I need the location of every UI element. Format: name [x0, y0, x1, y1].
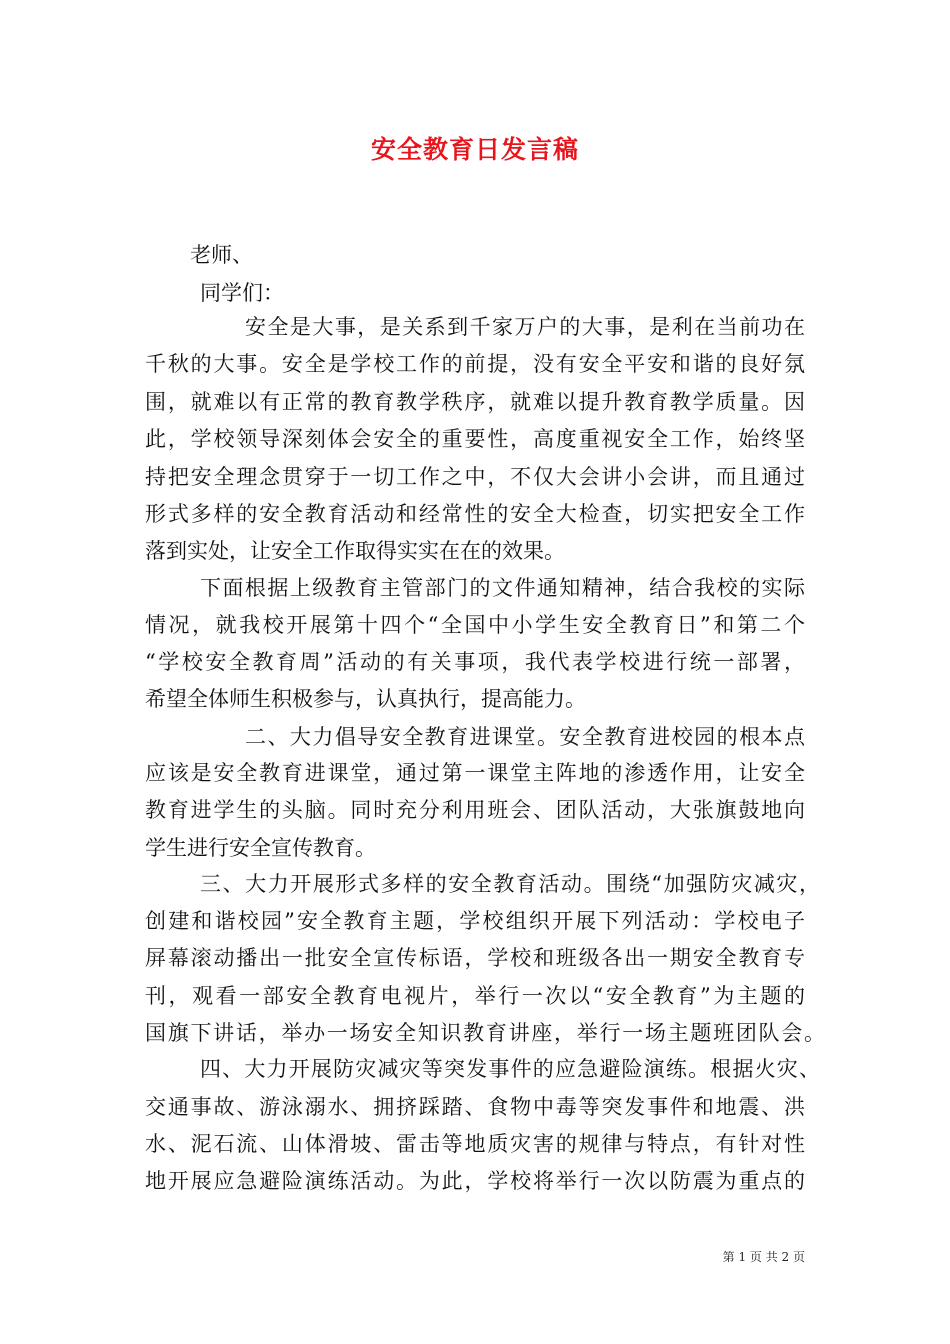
- text-line: 安全是大事，是关系到千家万户的大事，是利在当前功在: [245, 315, 805, 339]
- text-line: 水、泥石流、山体滑坡、雷击等地质灾害的规律与特点，有针对性: [145, 1132, 805, 1156]
- text-line: 希望全体师生积极参与，认真执行，提高能力。: [145, 687, 586, 711]
- text-line: 交通事故、游泳溺水、拥挤踩踏、食物中毒等突发事件和地震、洪: [145, 1095, 805, 1119]
- document-title: 安全教育日发言稿: [370, 135, 579, 164]
- text-line: 创建和谐校园”安全教育主题，学校组织开展下列活动：学校电子: [145, 909, 805, 933]
- text-line: 情况，就我校开展第十四个“全国中小学生安全教育日”和第二个: [145, 613, 805, 637]
- text-line: 教育进学生的头脑。同时充分利用班会、团队活动，大张旗鼓地向: [145, 798, 805, 822]
- text-line: 此，学校领导深刻体会安全的重要性，高度重视安全工作，始终坚: [145, 427, 805, 451]
- text-line: 持把安全理念贯穿于一切工作之中，不仅大会讲小会讲，而且通过: [145, 465, 805, 489]
- text-line: “学校安全教育周”活动的有关事项，我代表学校进行统一部署，: [145, 650, 805, 674]
- text-line: 三、大力开展形式多样的安全教育活动。围绕“加强防灾减灾，: [200, 872, 820, 896]
- text-line: 刊，观看一部安全教育电视片，举行一次以“安全教育”为主题的: [145, 984, 805, 1008]
- text-line: 形式多样的安全教育活动和经常性的安全大检查，切实把安全工作: [145, 502, 805, 526]
- page-number: 第 1 页 共 2 页: [722, 1250, 805, 1264]
- text-line: 学生进行安全宣传教育。: [145, 836, 376, 860]
- text-line: 千秋的大事。安全是学校工作的前提，没有安全平安和谐的良好氛: [145, 352, 805, 376]
- text-line: 四、大力开展防灾减灾等突发事件的应急避险演练。根据火灾、: [200, 1057, 820, 1081]
- text-line: 二、大力倡导安全教育进课堂。安全教育进校园的根本点: [245, 725, 805, 749]
- text-line: 地开展应急避险演练活动。为此，学校将举行一次以防震为重点的: [145, 1169, 805, 1193]
- text-line: 屏幕滚动播出一批安全宣传标语，学校和班级各出一期安全教育专: [145, 946, 805, 970]
- text-line: 围，就难以有正常的教育教学秩序，就难以提升教育教学质量。因: [145, 390, 805, 414]
- text-line: 国旗下讲话，举办一场安全知识教育讲座，举行一场主题班团队会。: [145, 1021, 825, 1045]
- text-line: 落到实处，让安全工作取得实实在在的效果。: [145, 539, 565, 563]
- salutation-students: 同学们：: [200, 281, 284, 305]
- text-line: 下面根据上级教育主管部门的文件通知精神，结合我校的实际: [200, 576, 805, 600]
- salutation-teachers: 老师、: [190, 243, 253, 267]
- text-line: 应该是安全教育进课堂，通过第一课堂主阵地的渗透作用，让安全: [145, 761, 805, 785]
